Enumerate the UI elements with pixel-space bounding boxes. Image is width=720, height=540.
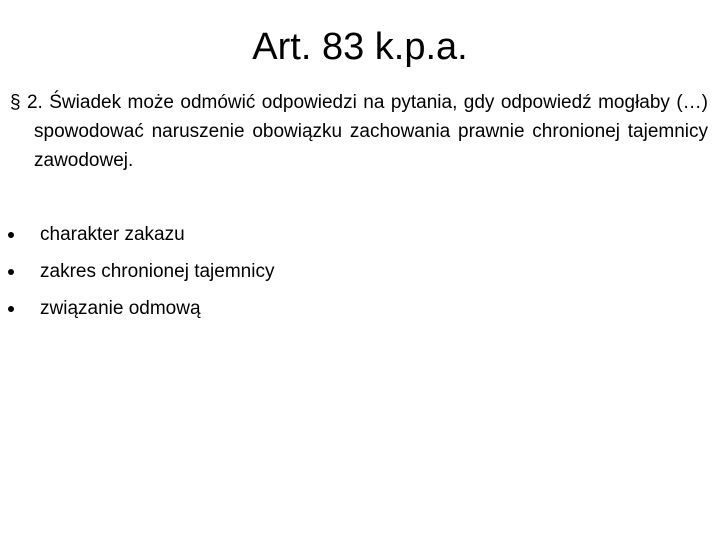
bullet-dot-icon bbox=[8, 306, 14, 312]
bullet-text: zakres chronionej tajemnicy bbox=[40, 261, 275, 282]
bullet-dot-icon bbox=[8, 232, 14, 238]
bullet-list bbox=[0, 219, 274, 330]
bullet-text: charakter zakazu bbox=[40, 224, 185, 245]
bullet-item bbox=[0, 293, 274, 330]
slide-title: Art. 83 k.p.a. bbox=[252, 26, 468, 68]
bullet-item bbox=[0, 256, 274, 293]
bullet-dot-icon bbox=[8, 269, 14, 275]
bullet-item bbox=[0, 219, 274, 256]
bullet-text: związanie odmową bbox=[40, 298, 201, 319]
legal-paragraph: § 2. Świadek może odmówić odpowiedzi na pytania, gdy odpowiedź mogłaby (…) spowodować naruszenie obowiązku zachowania prawnie chronionej tajemnicy zawodowej. bbox=[10, 92, 708, 171]
